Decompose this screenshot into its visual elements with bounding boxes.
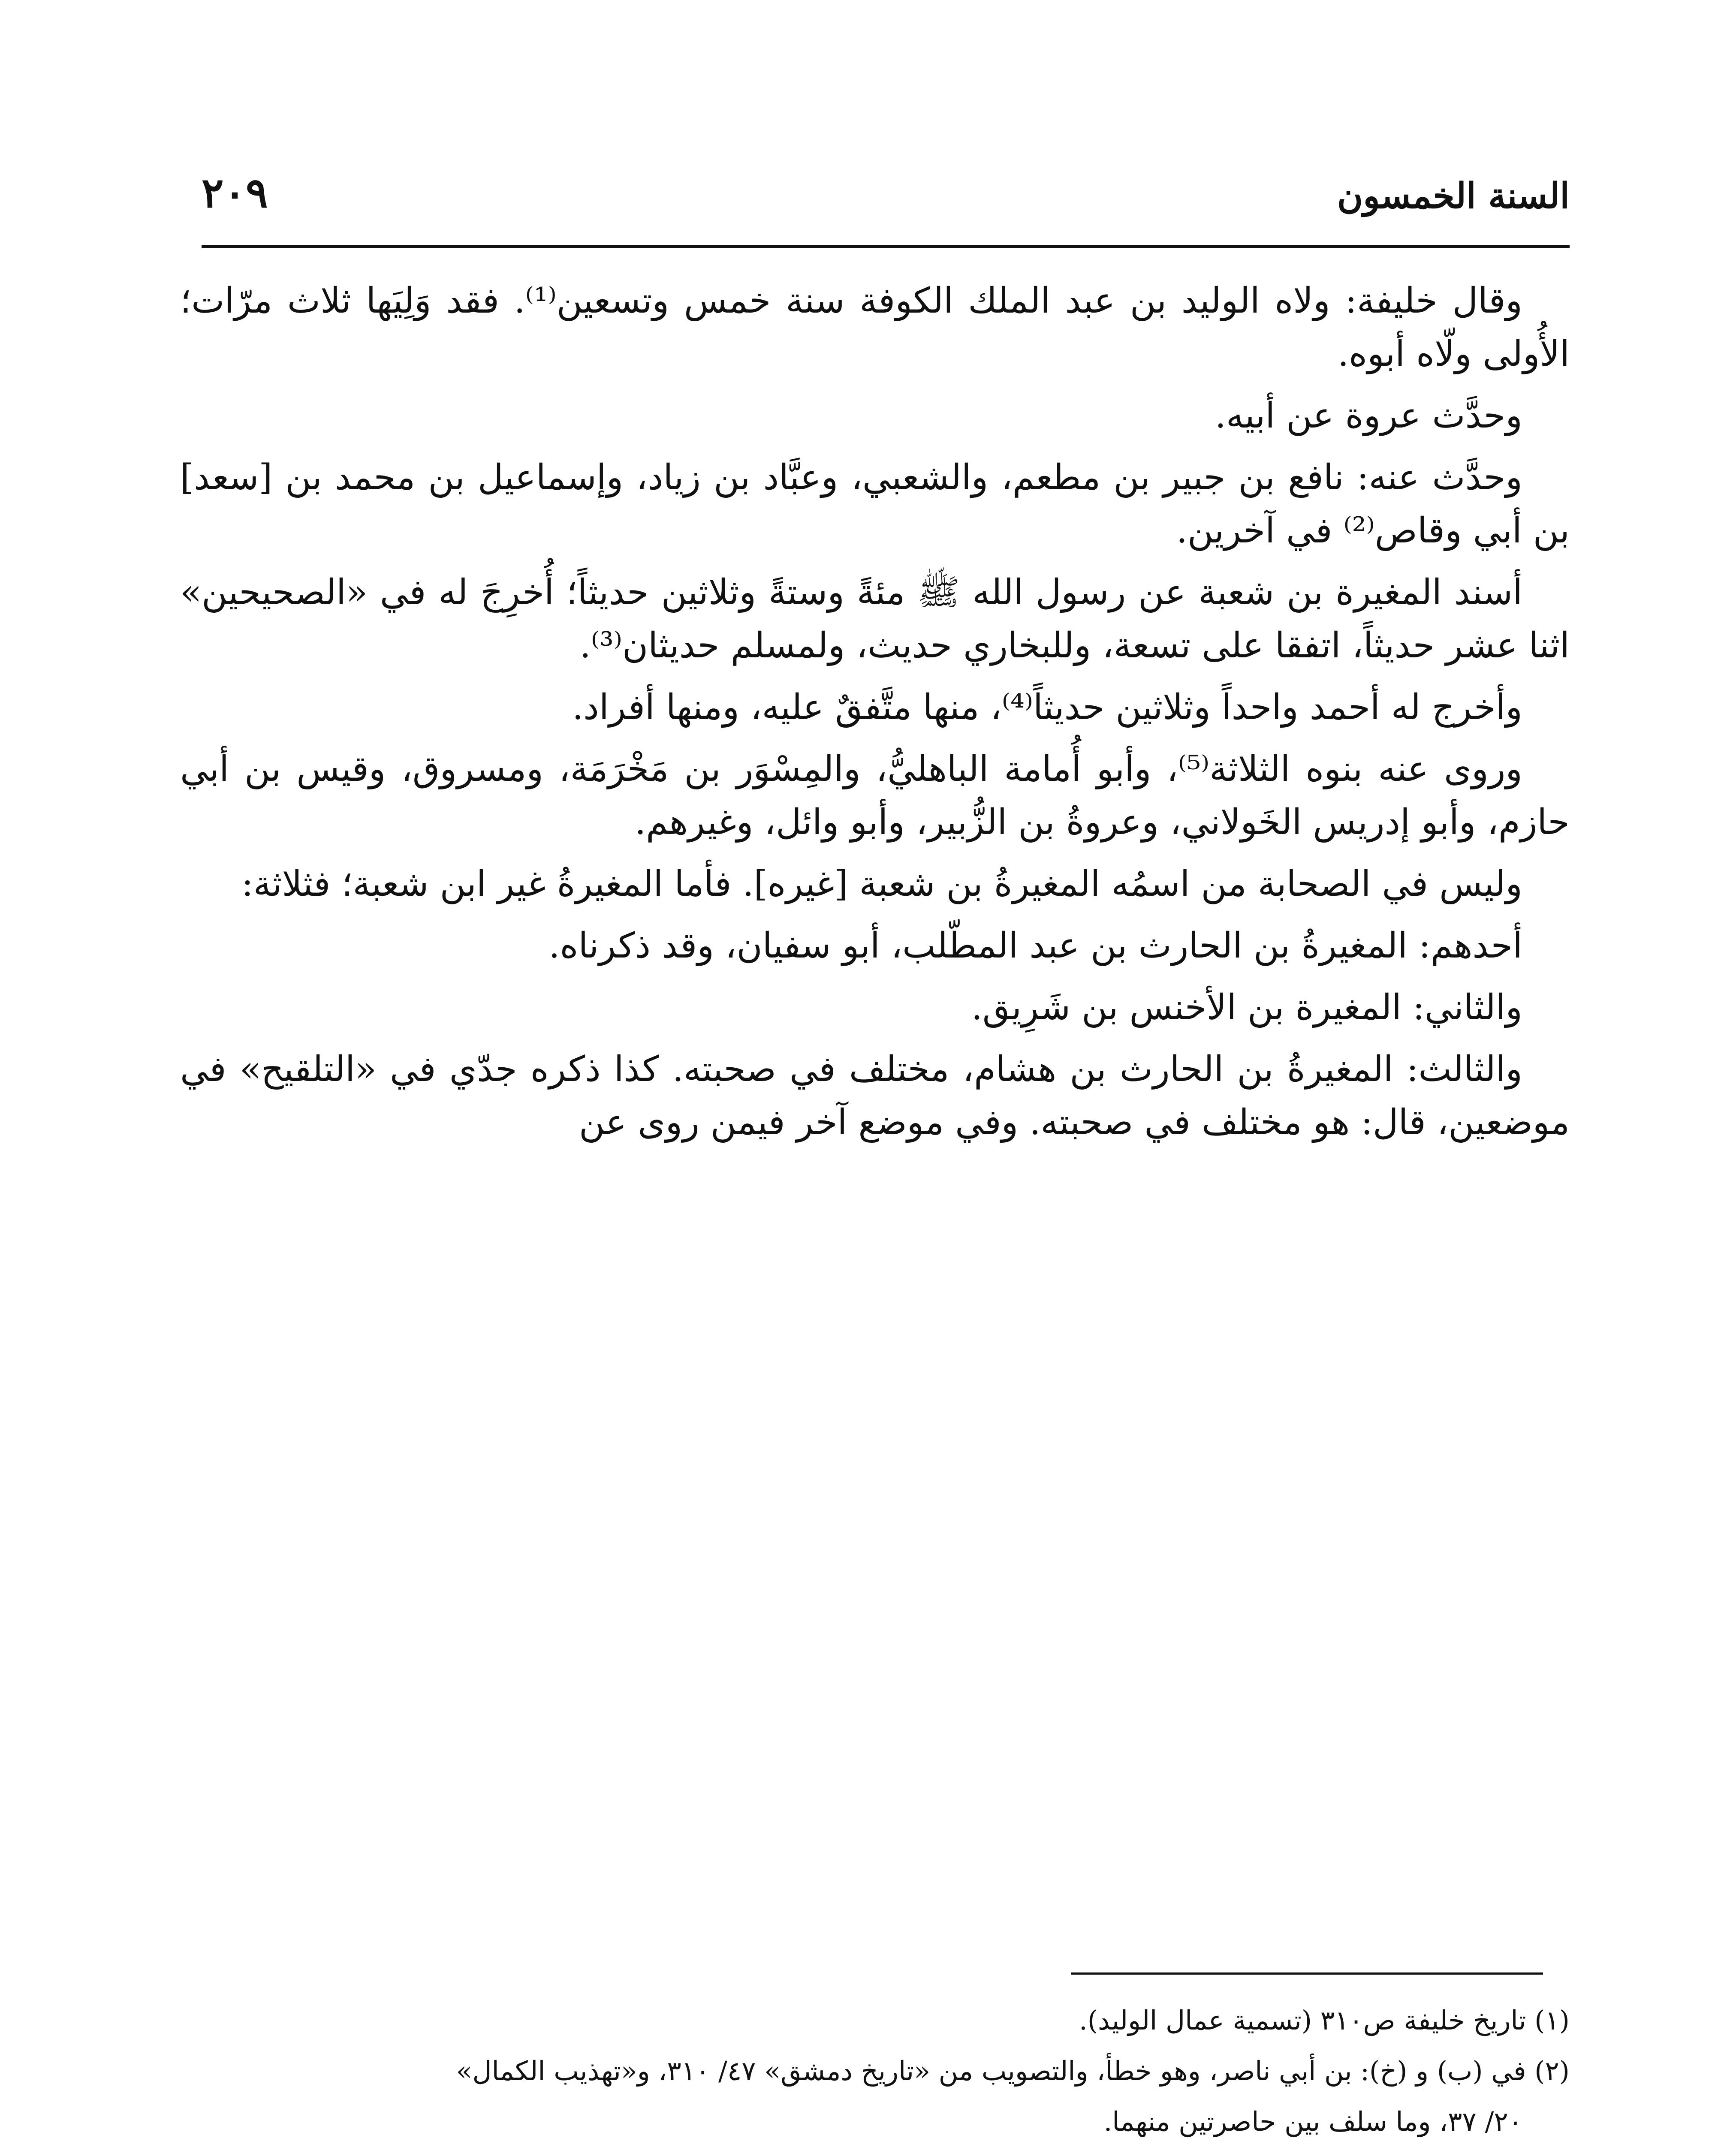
footnote-2: (٢) في (ب) و (خ): بن أبي ناصر، وهو خطأ، والتصويب من «تاريخ دمشق» ٤٧/ ٣١٠، و«تهذيب الكمال» — [456, 2055, 1570, 2087]
footnotes — [180, 1998, 1570, 2144]
footnote-2-continued: ٢٠/ ٣٧، وما سلف بين حاصرتين منهما. — [1103, 2106, 1522, 2137]
header-rule — [202, 245, 1570, 248]
paragraph-second: والثاني: المغيرة بن الأخنس بن شَرِيق. — [971, 987, 1522, 1028]
paragraph-other-mughira: وليس في الصحابة من اسمُه المغيرةُ بن شعبة [غيره]. فأما المغيرةُ غير ابن شعبة؛ فثلاثة: — [241, 864, 1522, 904]
footnote-rule — [1071, 1972, 1543, 1975]
paragraph-ahmad: وأخرج له أحمد واحداً وثلاثين حديثاً⁽⁴⁾، منها متَّفقٌ عليه، ومنها أفراد. — [572, 687, 1522, 728]
main-text — [180, 274, 1570, 1158]
paragraph-hadith-count: أسند المغيرة بن شعبة عن رسول الله ﷺ مئةً وستةً وثلاثين حديثاً؛ أُخرِجَ له في «الصحيحين» اثنا عشر حديثاً، اتفقا على تسعة، وللبخاري حديث، ولمسلم حديثان⁽³⁾. — [180, 572, 1570, 666]
running-title: السنة الخمسون — [1337, 175, 1570, 217]
footnote-1: (١) تاريخ خليفة ص٣١٠ (تسمية عمال الوليد). — [1079, 2005, 1570, 2036]
paragraph-narrators-from-him: وحدَّث عنه: نافع بن جبير بن مطعم، والشعبي، وعبَّاد بن زياد، وإسماعيل بن محمد بن [سعد] بن أبي وقاص⁽²⁾ في آخرين. — [180, 457, 1570, 551]
paragraph-urwa: وحدَّث عروة عن أبيه. — [1215, 395, 1522, 436]
paragraph-narrators: وروى عنه بنوه الثلاثة⁽⁵⁾، وأبو أُمامة الباهليُّ، والمِسْوَر بن مَخْرَمَة، ومسروق، وقيس بن أبي حازم، وأبو إدريس الخَولاني، وعروةُ بن الزُّبير، وأبو وائل، وغيرهم. — [180, 749, 1570, 843]
paragraph-khalifa: وقال خليفة: ولاه الوليد بن عبد الملك الكوفة سنة خمس وتسعين⁽¹⁾. فقد وَلِيَها ثلاث مرّات؛ الأُولى ولّاه أبوه. — [180, 280, 1570, 374]
page-header — [202, 150, 1570, 219]
paragraph-third: والثالث: المغيرةُ بن الحارث بن هشام، مختلف في صحبته. كذا ذكره جدّي في «التلقيح» في موضعين، قال: هو مختلف في صحبته. وفي موضع آخر فيمن روى عن — [180, 1049, 1570, 1143]
paragraph-first: أحدهم: المغيرةُ بن الحارث بن عبد المطّلب، أبو سفيان، وقد ذكرناه. — [549, 925, 1522, 966]
page-number: ٢٠٩ — [202, 169, 268, 217]
